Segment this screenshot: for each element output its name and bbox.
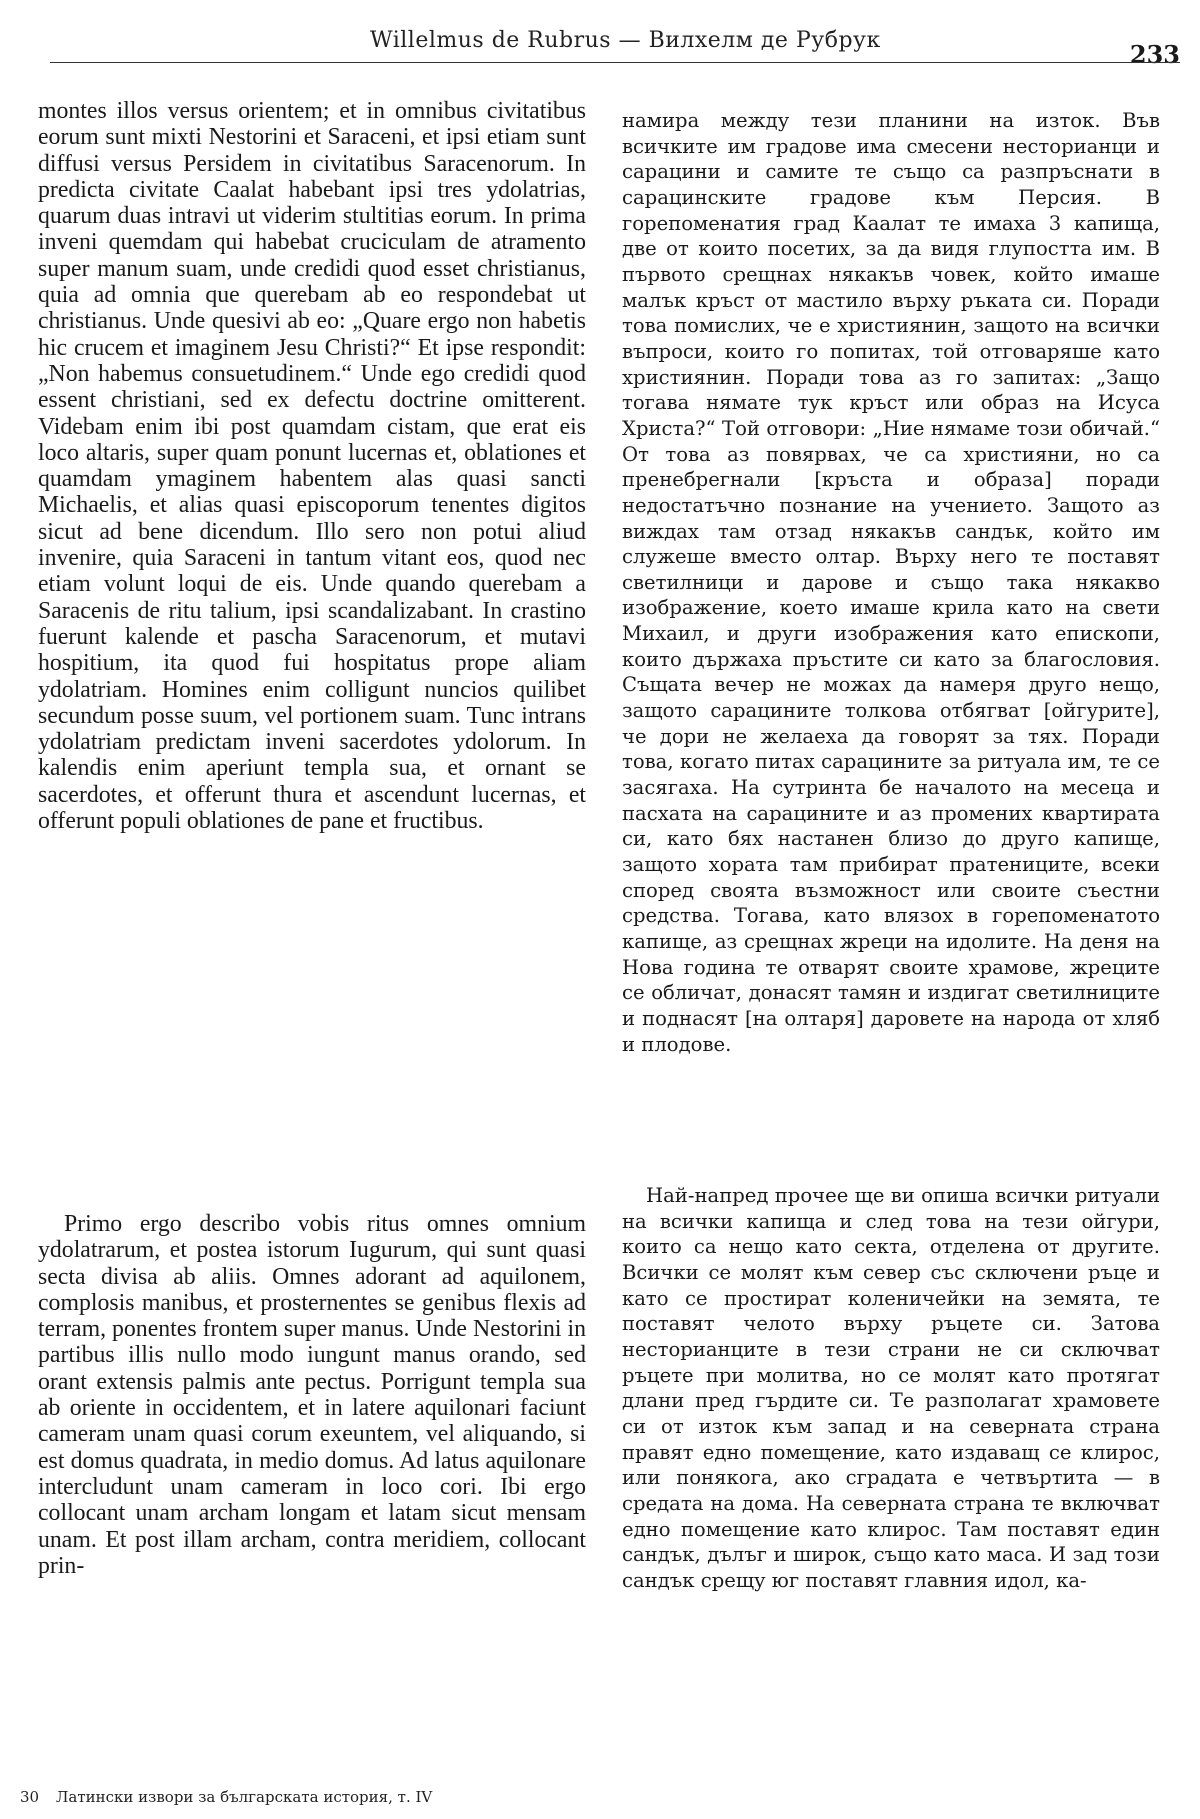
- page-number: 233: [1129, 40, 1180, 69]
- page-header: [50, 18, 1180, 78]
- footer-title: Латински извори за българската история, т. IV: [55, 1788, 433, 1806]
- bulgarian-column-top: [622, 108, 1160, 1057]
- latin-column-top: [38, 98, 586, 834]
- bulgarian-paragraph-1: намира между тези планини на изток. Във всичките им градове има смесени несторианци и сарацини и самите те също са разпръснати в сарацинските градове към Персия. В горепоменатия град Каалат те имаха 3 капища, две от които посетих, за да видя глупостта им. В първото срещнах някакъв човек, който имаше малък кръст от мастило върху ръката си. Поради това помислих, че е християнин, защото на всички въпроси, които го попитах, той отговаряше като християнин. Поради това аз го запитах: „Защо тогава нямате тук кръст или образ на Исуса Христа?“ Той отговори: „Ние нямаме този обичай.“ От това аз повярвах, че са християни, но са пренебрегнали [кръста и образа] поради недостатъчно познание на учението. Защото аз виждах там отзад някакъв сандък, който им служеше вместо олтар. Върху него те поставят светилници и дарове и също така някакво изображение, което имаше крила като на свети Михаил, и други изображения като епископи, които държаха пръстите си като за благословия. Същата вечер не можах да намеря друго нещо, защото сарацините толкова отбягват [ойгурите], че дори не желаеха да говорят за тях. Поради това, когато питах сарацините за ритуала им, те се засягаха. На сутринта бе началото на месеца и пасхата на сарацините и аз промених квартирата си, като бях настанен близо до друго капище, защото хората там прибират пратениците, всеки според своята възможност или своите съестни средства. Тогава, като влязох в горепоменатото капище, аз срещнах жреци на идолите. На деня на Нова година те отварят своите храмове, жреците се обличат, донасят тамян и издигат светилниците и поднасят [на олтаря] даровете на народа от хляб и плодове.: [622, 109, 1160, 1056]
- running-title: Willelmus de Rubrus — Вилхелм де Рубрук: [370, 28, 881, 53]
- page-footer: [20, 1788, 432, 1806]
- bulgarian-column-bottom: [622, 1183, 1160, 1594]
- printer-signature: 30: [20, 1788, 40, 1806]
- latin-column-bottom: [38, 1211, 586, 1579]
- header-rule: [50, 62, 1180, 63]
- latin-paragraph-1: montes illos versus orientem; et in omnibus civitatibus eorum sunt mixti Nestorini et Saraceni, et ipsi etiam sunt diffusi versus Persidem in civitatibus Saracenorum. In predicta civitate Caalat habebant ipsi tres ydolatrias, quarum duas intravi ut viderim stultitias eorum. In prima inveni quemdam qui habebat cruciculam de atramento super manum suam, unde credidi quod esset christianus, quia ad omnia que querebam ab eo respondebat ut christianus. Unde quesivi ab eo: „Quare ergo non habetis hic crucem et imaginem Jesu Christi?“ Et ipse respondit: „Non habemus consuetudinem.“ Unde ego credidi quod essent christiani, sed ex defectu doctrine omitterent. Videbam enim ibi post quamdam cistam, que erat eis loco altaris, super quam ponunt lucernas et, oblationes et quamdam ymaginem habentem alas quasi sancti Michaelis, et alias quasi episcoporum tenentes digitos sicut ad bene dicendum. Illo sero non potui aliud invenire, quia Saraceni in tantum vitant eos, quod nec etiam volunt loqui de eis. Unde quando querebam a Saracenis de ritu talium, ipsi scandalizabant. In crastino fuerunt kalende et pascha Saracenorum, et mutavi hospitium, ita quod fui hospitatus prope aliam ydolatriam. Homines enim colligunt nuncios quilibet secundum posse suum, vel portionem suam. Tunc intrans ydolatriam predictam inveni sacerdotes ydolorum. In kalendis enim aperiunt templa sua, et ornant se sacerdotes, et offerunt thura et ascendunt lucernas, et offerunt populi oblationes de pane et fructibus.: [38, 98, 586, 835]
- latin-paragraph-2: Primo ergo describo vobis ritus omnes omnium ydolatrarum, et postea istorum Iugurum, qui sunt quasi secta divisa ab aliis. Omnes adorant ad aquilonem, complosis manibus, et prosternentes se genibus flexis ad terram, ponentes frontem super manus. Unde Nestorini in partibus illis nullo modo iungunt manus orando, sed orant extensis palmis ante pectus. Porrigunt templa sua ab oriente in occidentem, et in latere aquilonari faciunt cameram unam quasi corum exeuntem, vel aliquando, si est domus quadrata, in medio domus. Ad latus aquilonare intercludunt unam cameram in loco cori. Ibi ergo collocant unam archam longam et latam sicut mensam unam. Et post illam archam, contra meridiem, collocant prin-: [38, 1211, 586, 1579]
- bulgarian-paragraph-2: Най-напред прочее ще ви опиша всички ритуали на всички капища и след това на тези ойгури, които са нещо като секта, отделена от другите. Всички се молят към север със сключени ръце и като се простират коленичейки на земята, те поставят челото върху ръцете си. Затова несторианците в тези страни не си сключват ръцете при молитва, но се молят като протягат длани пред гърдите си. Те разполагат храмовете си от изток към запад и на северната страна правят едно помещение, като издаващ се клирос, или понякога, ако сградата е четвъртита — в средата на дома. На северната страна те включват едно помещение като клирос. Там поставят един сандък, дълъг и широк, също като маса. И зад този сандък срещу юг поставят главния идол, ка-: [622, 1184, 1160, 1592]
